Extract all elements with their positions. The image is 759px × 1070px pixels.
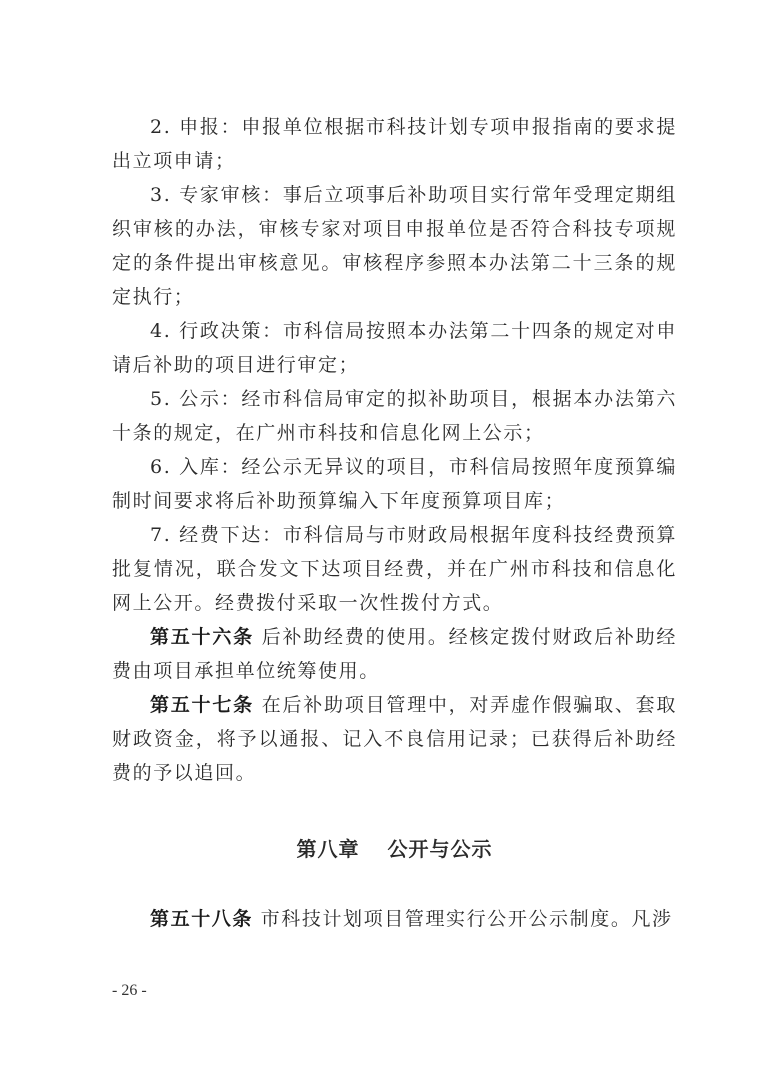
list-item-5	[112, 382, 677, 450]
list-item-text: 2. 申报：申报单位根据市科技计划专项申报指南的要求提出立项申请；	[112, 116, 677, 172]
article-body: 后补助经费的使用。经核定拨付财政后补助经费由项目承担单位统筹使用。	[112, 626, 677, 682]
article-heading: 第五十六条	[150, 626, 254, 648]
list-item-4	[112, 314, 677, 382]
list-item-text: 7. 经费下达：市科信局与市财政局根据年度科技经费预算批复情况，联合发文下达项目经费，并在广州市科技和信息化网上公开。经费拨付采取一次性拨付方式。	[112, 524, 677, 614]
list-item-text: 5. 公示：经市科信局审定的拟补助项目，根据本办法第六十条的规定，在广州市科技和信息化网上公示；	[112, 388, 677, 444]
chapter-number: 第八章	[296, 837, 360, 861]
article-56	[112, 620, 677, 688]
article-57	[112, 688, 677, 790]
list-item-text: 3. 专家审核：事后立项事后补助项目实行常年受理定期组织审核的办法，审核专家对项目申报单位是否符合科技专项规定的条件提出审核意见。审核程序参照本办法第二十三条的规定执行；	[112, 184, 677, 308]
list-item-7	[112, 518, 677, 620]
list-item-text: 4. 行政决策：市科信局按照本办法第二十四条的规定对申请后补助的项目进行审定；	[112, 320, 677, 376]
list-item-3	[112, 178, 677, 314]
list-item-text: 6. 入库：经公示无异议的项目，市科信局按照年度预算编制时间要求将后补助预算编入下年度预算项目库；	[112, 456, 677, 512]
article-heading: 第五十八条	[150, 908, 254, 930]
article-body: 在后补助项目管理中，对弄虚作假骗取、套取财政资金，将予以通报、记入不良信用记录；已获得后补助经费的予以追回。	[112, 694, 677, 784]
page-content	[112, 110, 677, 936]
article-58	[112, 902, 677, 936]
list-item-6	[112, 450, 677, 518]
chapter-name: 公开与公示	[387, 837, 493, 861]
chapter-title	[112, 832, 677, 866]
article-body: 市科技计划项目管理实行公开公示制度。凡涉	[260, 908, 673, 930]
page-number: - 26 -	[112, 982, 147, 999]
list-item-2	[112, 110, 677, 178]
article-heading: 第五十七条	[150, 694, 254, 716]
